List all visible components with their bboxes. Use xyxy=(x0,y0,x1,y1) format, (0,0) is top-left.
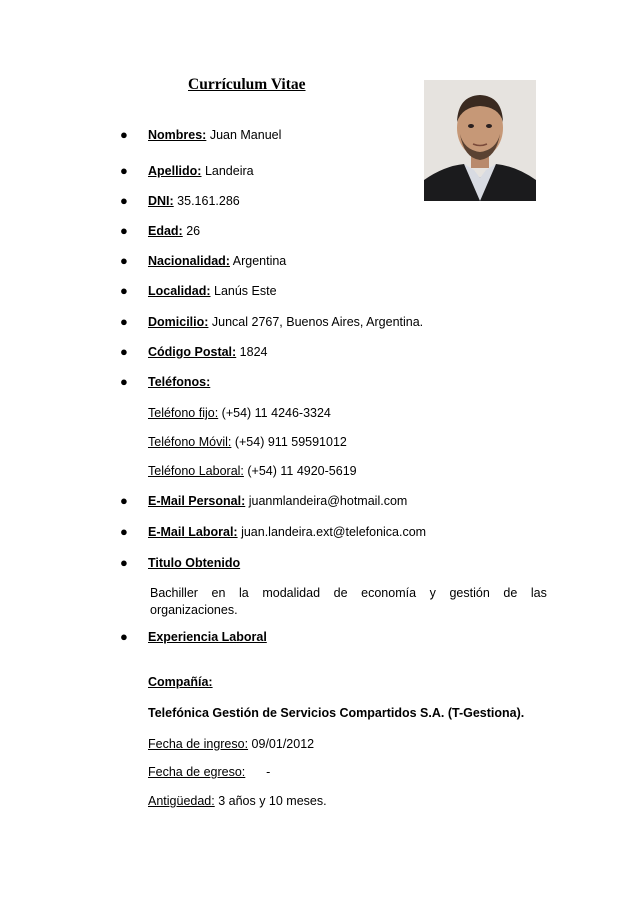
word: economía xyxy=(361,586,417,600)
bullet-icon: ● xyxy=(120,493,128,508)
word: gestión xyxy=(449,586,490,600)
portrait-image xyxy=(424,80,536,201)
fecha-ingreso-value: 09/01/2012 xyxy=(248,737,315,751)
domicilio-value: Juncal 2767, Buenos Aires, Argentina. xyxy=(208,315,424,329)
dni-value: 35.161.286 xyxy=(173,194,240,208)
fecha-egreso-value: - xyxy=(245,765,271,779)
bullet-icon: ● xyxy=(120,555,128,570)
bullet-icon: ● xyxy=(120,223,128,238)
fecha-ingreso-label: Fecha de ingreso: xyxy=(148,737,249,751)
bullet-icon: ● xyxy=(120,163,128,178)
page-title: Currículum Vitae xyxy=(188,76,306,93)
word: de xyxy=(333,586,348,600)
word: la xyxy=(239,586,249,600)
email-personal-label: E-Mail Personal: xyxy=(148,494,246,508)
telefono-movil-label: Teléfono Móvil: xyxy=(148,435,232,449)
word: en xyxy=(211,586,226,600)
telefono-movil-value: (+54) 911 59591012 xyxy=(231,435,347,449)
bullet-icon: ● xyxy=(120,283,128,298)
edad-value: 26 xyxy=(182,224,201,238)
telefonos-label: Teléfonos: xyxy=(148,375,211,389)
word: Bachiller xyxy=(150,586,198,600)
email-laboral-value[interactable]: juan.landeira.ext@telefonica.com xyxy=(237,525,427,539)
apellido-value: Landeira xyxy=(201,164,254,178)
compania-name: Telefónica Gestión de Servicios Compartidos S.A. (T-Gestiona). xyxy=(148,706,525,720)
fecha-egreso xyxy=(148,765,270,779)
domicilio-label: Domicilio: xyxy=(148,315,209,329)
word: y xyxy=(429,586,436,600)
word: las xyxy=(530,586,547,600)
compania-label: Compañía: xyxy=(148,675,213,689)
word: de xyxy=(503,586,518,600)
nacionalidad-value: Argentina xyxy=(229,254,287,268)
antiguedad-value: 3 años y 10 meses. xyxy=(214,794,327,808)
fecha-ingreso xyxy=(148,737,314,751)
telefono-laboral xyxy=(148,464,357,478)
bullet-icon: ● xyxy=(120,314,128,329)
telefono-fijo xyxy=(148,406,331,420)
telefono-movil xyxy=(148,435,347,449)
antiguedad xyxy=(148,794,327,808)
localidad-label: Localidad: xyxy=(148,284,211,298)
edad-label: Edad: xyxy=(148,224,183,238)
telefono-laboral-value: (+54) 11 4920-5619 xyxy=(243,464,357,478)
codigo-postal-label: Código Postal: xyxy=(148,345,237,359)
bullet-icon: ● xyxy=(120,374,128,389)
word: modalidad xyxy=(262,586,321,600)
telefono-fijo-value: (+54) 11 4246-3324 xyxy=(218,406,331,420)
bullet-icon: ● xyxy=(120,253,128,268)
nombres-value: Juan Manuel xyxy=(206,128,282,142)
nombres-label: Nombres: xyxy=(148,128,207,142)
bullet-icon: ● xyxy=(120,127,128,142)
titulo-description xyxy=(150,585,547,619)
localidad-value: Lanús Este xyxy=(210,284,277,298)
bullet-icon: ● xyxy=(120,524,128,539)
titulo-line-1 xyxy=(150,585,547,602)
email-laboral-label: E-Mail Laboral: xyxy=(148,525,238,539)
antiguedad-label: Antigüedad: xyxy=(148,794,215,808)
fecha-egreso-label: Fecha de egreso: xyxy=(148,765,246,779)
titulo-label: Titulo Obtenido xyxy=(148,556,241,570)
telefono-laboral-label: Teléfono Laboral: xyxy=(148,464,244,478)
bullet-icon: ● xyxy=(120,193,128,208)
nacionalidad-label: Nacionalidad: xyxy=(148,254,230,268)
apellido-label: Apellido: xyxy=(148,164,202,178)
bullet-icon: ● xyxy=(120,629,128,644)
telefono-fijo-label: Teléfono fijo: xyxy=(148,406,219,420)
titulo-line-2: organizaciones. xyxy=(150,603,238,617)
dni-label: DNI: xyxy=(148,194,174,208)
profile-photo xyxy=(424,80,536,201)
bullet-icon: ● xyxy=(120,344,128,359)
codigo-postal-value: 1824 xyxy=(236,345,268,359)
experiencia-label: Experiencia Laboral xyxy=(148,630,267,644)
email-personal-value[interactable]: juanmlandeira@hotmail.com xyxy=(245,494,408,508)
